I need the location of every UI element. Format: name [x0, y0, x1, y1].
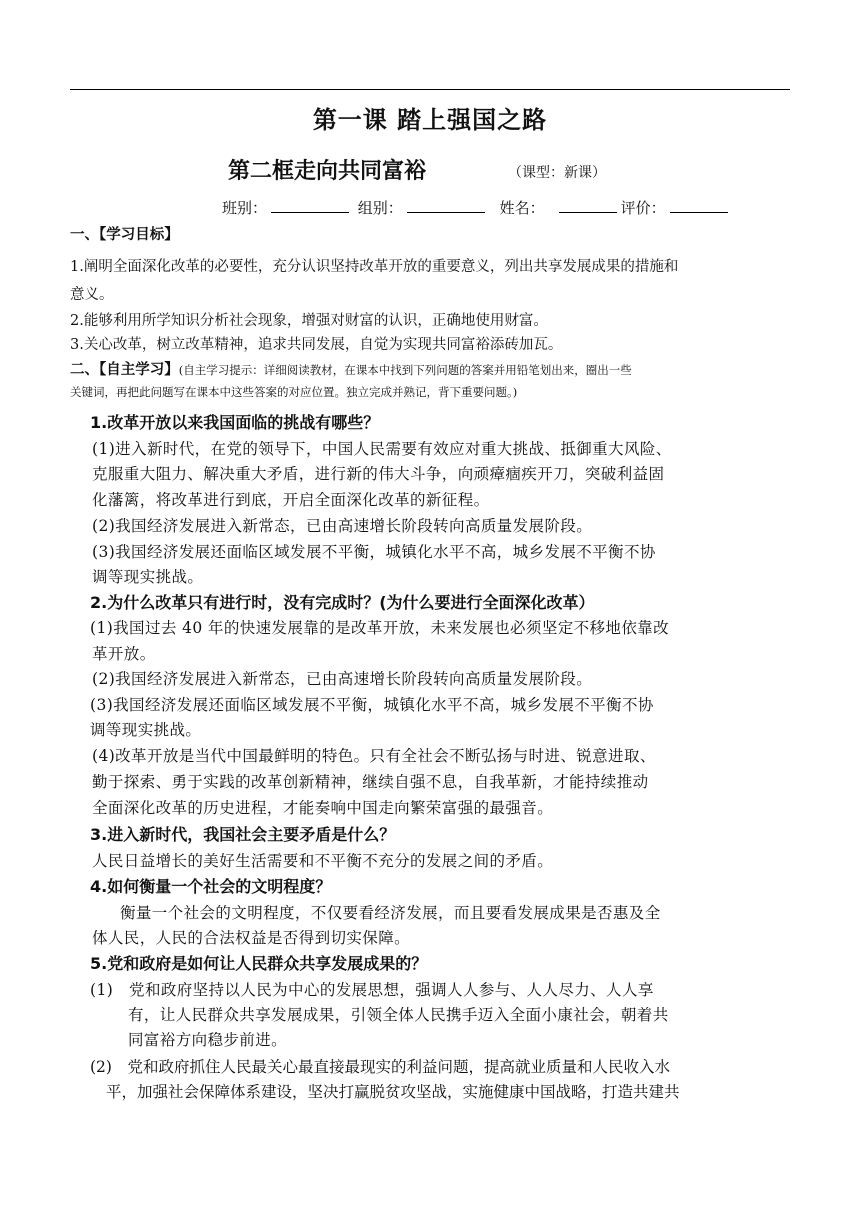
answer-line: 衡量一个社会的文明程度，不仅要看经济发展，而且要看发展成果是否惠及全: [120, 904, 661, 922]
answer-line: 调等现实挑战。: [92, 568, 204, 586]
answer-line: 调等现实挑战。: [90, 721, 202, 739]
answer-line: (2) 党和政府抓住人民最关心最直接最现实的利益问题，提高就业质量和人民收入水: [90, 1058, 670, 1076]
header-rule: [70, 89, 790, 90]
question-4: 4.如何衡量一个社会的文明程度？: [90, 877, 332, 896]
section-objectives-heading: 一、【学习目标】: [70, 227, 179, 243]
self-study-hint: (自主学习提示：详细阅读教材，在课本中找到下列问题的答案并用铅笔划出来，圈出一些: [178, 363, 632, 377]
answer-line: 革开放。: [92, 645, 156, 663]
self-study-hint-cont: 关键词，再把此问题写在课本中这些答案的对应位置。独立完成并熟记，背下重要问题。): [70, 385, 518, 399]
objective-line: 1.阐明全面深化改革的必要性，充分认识坚持改革开放的重要意义，列出共享发展成果的措施和: [70, 259, 679, 275]
eval-label: 评价：: [620, 199, 666, 217]
answer-line: 体人民，人民的合法权益是否得到切实保障。: [92, 929, 411, 947]
question-1: 1.改革开放以来我国面临的挑战有哪些？: [90, 413, 380, 432]
answer-line: (1)我国过去 40 年的快速发展靠的是改革开放，未来发展也必须坚定不移地依靠改: [90, 619, 670, 637]
answer-line: 全面深化改革的历史进程，才能奏响中国走向繁荣富强的最强音。: [92, 799, 554, 817]
page-title: 第一课 踏上强国之路: [312, 106, 548, 134]
name-label: 姓名：: [499, 199, 545, 217]
answer-line: (1)进入新时代，在党的领导下，中国人民需要有效应对重大挑战、抵御重大风险、: [92, 440, 672, 458]
answer-line: 化藩篱，将改革进行到底，开启全面深化改革的新征程。: [92, 491, 490, 509]
lesson-type: （课型：新课）: [508, 165, 606, 181]
answer-line: (4)改革开放是当代中国最鲜明的特色。只有全社会不断弘扬与时进、锐意进取、: [92, 747, 656, 765]
answer-line: (1) 党和政府坚持以人民为中心的发展思想，强调人人参与、人人尽力、人人享: [90, 981, 654, 999]
group-blank[interactable]: [407, 198, 485, 213]
answer-line: 有，让人民群众共享发展成果，引领全体人民携手迈入全面小康社会，朝着共: [128, 1006, 669, 1024]
question-5: 5.党和政府是如何让人民群众共享发展成果的？: [90, 954, 428, 973]
question-2: 2.为什么改革只有进行时，没有完成时？(为什么要进行全面深化改革）: [90, 593, 595, 612]
answer-line: 勤于探索、勇于实践的改革创新精神，继续自强不息，自我革新，才能持续推动: [92, 773, 649, 791]
answer-line: (3)我国经济发展还面临区域发展不平衡，城镇化水平不高，城乡发展不平衡不协: [92, 543, 656, 561]
class-blank[interactable]: [271, 198, 349, 213]
eval-blank[interactable]: [670, 198, 728, 213]
page-subtitle: 第二框走向共同富裕: [228, 159, 427, 184]
student-info-row: [222, 197, 732, 218]
answer-line: 克服重大阻力、解决重大矛盾，进行新的伟大斗争，向顽瘴痼疾开刀，突破利益固: [92, 465, 665, 483]
group-label: 组别：: [357, 199, 403, 217]
name-blank[interactable]: [559, 198, 617, 213]
self-study-title: 二、【自主学习】: [70, 362, 179, 378]
answer-line: 人民日益增长的美好生活需要和不平衡不充分的发展之间的矛盾。: [92, 852, 554, 870]
answer-line: 平，加强社会保障体系建设，坚决打赢脱贫攻坚战，实施健康中国战略，打造共建共: [106, 1083, 680, 1101]
answer-line: (2)我国经济发展进入新常态，已由高速增长阶段转向高质量发展阶段。: [92, 670, 593, 688]
objective-line: 3.关心改革，树立改革精神，追求共同发展，自觉为实现共同富裕添砖加瓦。: [70, 337, 563, 353]
objective-line: 2.能够利用所学知识分析社会现象，增强对财富的认识，正确地使用财富。: [70, 313, 548, 329]
answer-line: 同富裕方向稳步前进。: [128, 1031, 288, 1049]
section-self-study-heading: [70, 358, 632, 379]
answer-line: (2)我国经济发展进入新常态，已由高速增长阶段转向高质量发展阶段。: [92, 517, 593, 535]
class-label: 班别：: [222, 199, 268, 217]
objective-line: 意义。: [70, 287, 114, 303]
answer-line: (3)我国经济发展还面临区域发展不平衡，城镇化水平不高，城乡发展不平衡不协: [90, 696, 654, 714]
question-3: 3.进入新时代，我国社会主要矛盾是什么？: [90, 825, 396, 844]
